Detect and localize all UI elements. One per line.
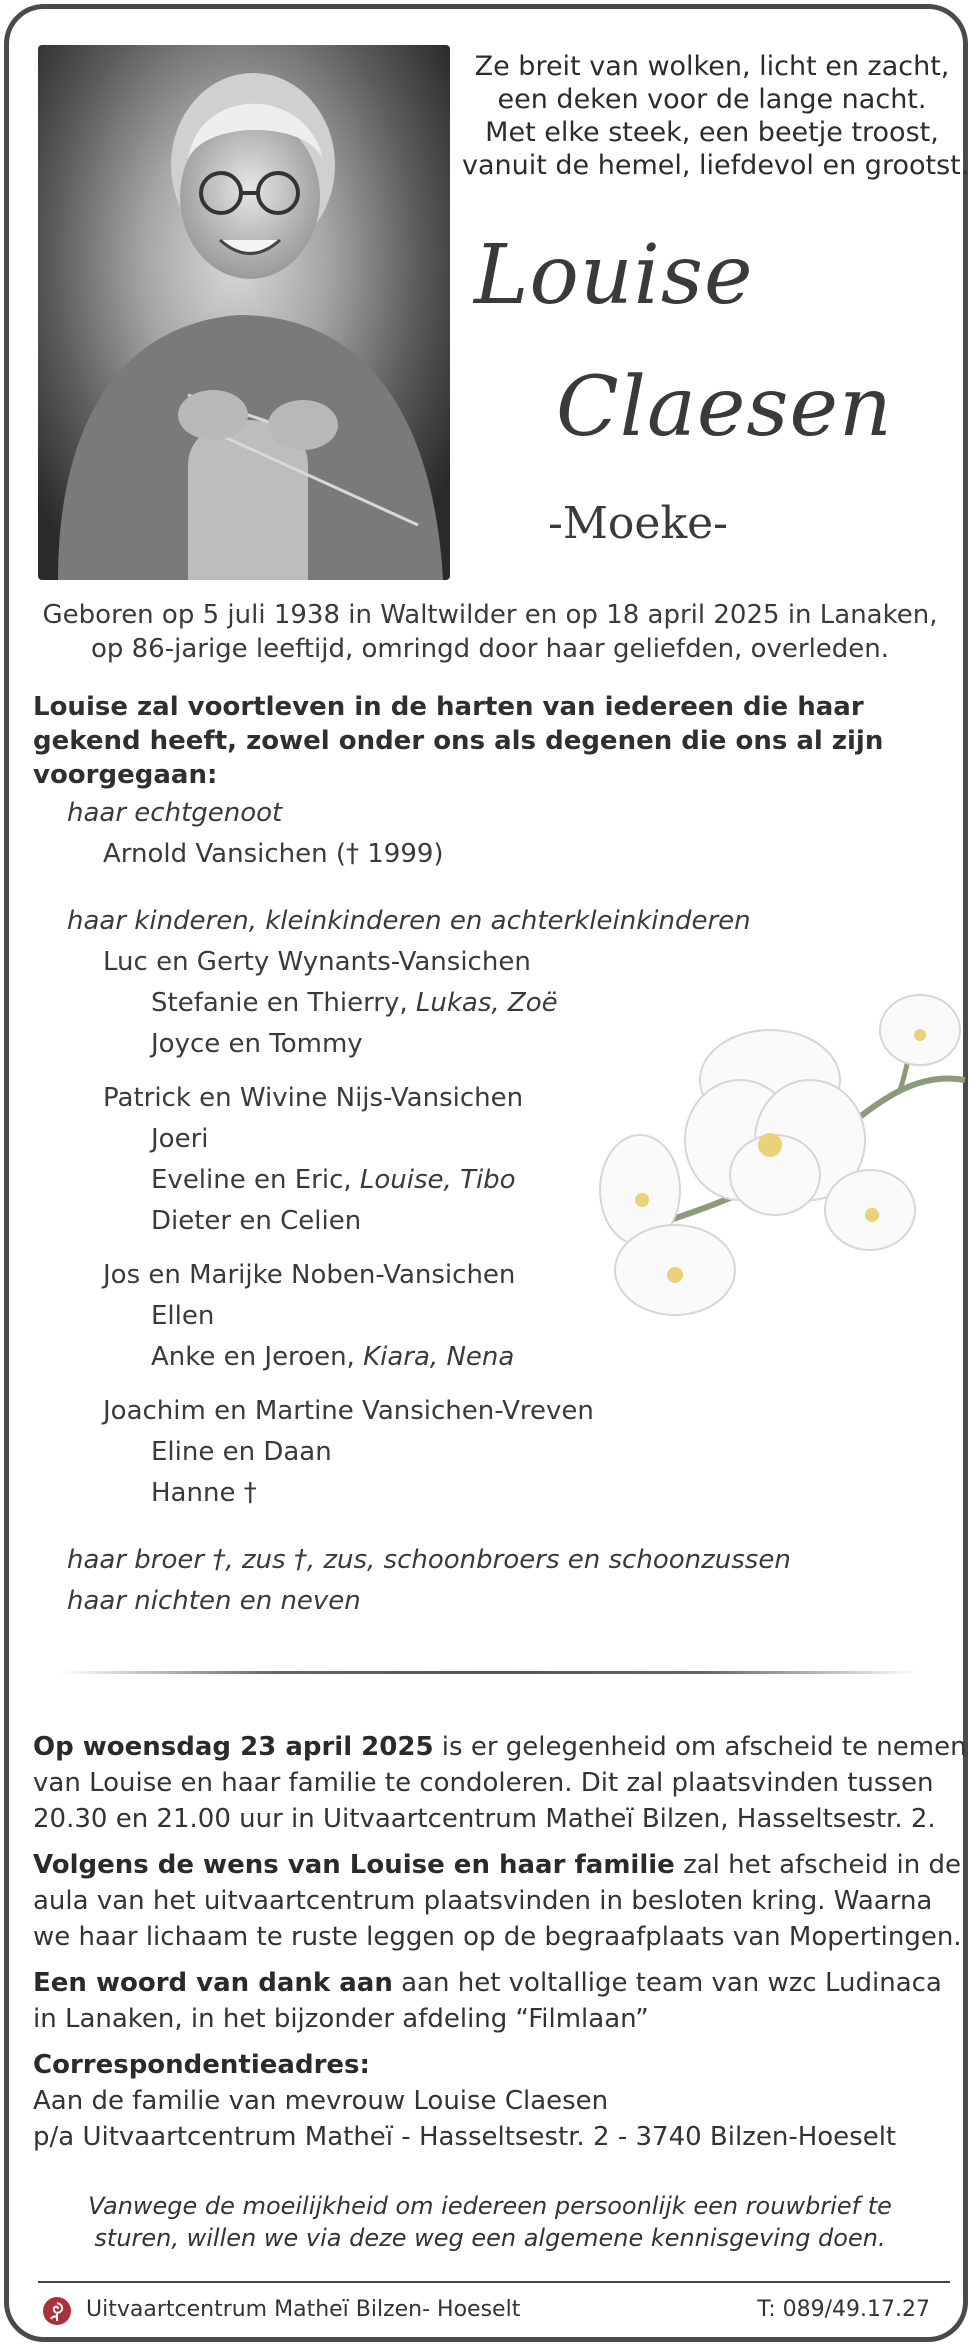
portrait-photo (38, 45, 450, 580)
note-line: sturen, willen we via deze weg een algemene kennisgeving doen. (94, 2224, 886, 2252)
last-name: Claesen (556, 360, 893, 455)
thanks-paragraph: Een woord van dank aan aan het voltallige team van wzc Ludinaca in Lanaken, in het bijzonder afdeling “Filmlaan” (33, 1968, 942, 2034)
lead-statement: Louise zal voortleven in de harten van iedereen die haar gekend heeft, zowel onder ons als degenen die ons al zijn voorgegaan: (33, 692, 884, 790)
correspondence-label: Correspondentieadres: (33, 2050, 370, 2080)
branch-child: Anke en Jeroen, Kiara, Nena (151, 1342, 515, 1372)
correspondence-block (33, 2047, 968, 2155)
branch-child: Joyce en Tommy (151, 1029, 363, 1059)
born-line: op 86-jarige leeftijd, omringd door haar geliefden, overleden. (90, 634, 890, 664)
branch-child: Ellen (151, 1301, 215, 1331)
phone-number: T: 089/49.17.27 (757, 2297, 930, 2322)
visitation-paragraph: Op woensdag 23 april 2025 is er gelegenheid om afscheid te nemen van Louise en haar familie te condoleren. Dit zal plaatsvinden tussen 20.30 en 21.00 uur in Uitvaartcentrum Matheï Bilzen, Hasseltsestr. 2. (33, 1732, 967, 1834)
branch-parents: Luc en Gerty Wynants-Vansichen (103, 947, 531, 977)
born-line: Geboren op 5 juli 1938 in Waltwilder en op 18 april 2025 in Lanaken, (42, 600, 938, 630)
poem-line: vanuit de hemel, liefdevol en grootst. (462, 150, 970, 181)
spouse-label: haar echtgenoot (67, 798, 283, 828)
spouse-name: Arnold Vansichen († 1999) (103, 839, 444, 869)
children-label: haar kinderen, kleinkinderen en achterkleinkinderen (67, 906, 751, 936)
nickname: -Moeke- (548, 498, 729, 549)
funeral-paragraph: Volgens de wens van Louise en haar familie zal het afscheid in de aula van het uitvaartcentrum plaatsvinden in besloten kring. Waarna we haar lichaam te ruste leggen op de begraafplaats van Mopertingen. (33, 1850, 962, 1952)
branch-child: Dieter en Celien (151, 1206, 362, 1236)
first-name: Louise (474, 228, 754, 323)
birth-death-text (20, 598, 960, 666)
funeral-home-name: Uitvaartcentrum Matheï Bilzen- Hoeselt (86, 2297, 521, 2322)
branch-child: Eveline en Eric, Louise, Tibo (151, 1165, 516, 1195)
footer (38, 2290, 950, 2330)
correspondence-line: Aan de familie van mevrouw Louise Claesen (33, 2086, 609, 2116)
poem-line: Met elke steek, een beetje troost, (485, 117, 939, 148)
footer-divider (38, 2281, 950, 2283)
notice-note (20, 2190, 960, 2254)
orchid-flowers-image (580, 970, 970, 1350)
siblings-line: haar broer †, zus †, zus, schoonbroers en schoonzussen (67, 1545, 791, 1575)
poem (462, 50, 970, 182)
correspondence-line: p/a Uitvaartcentrum Matheï - Hasseltsestr. 2 - 3740 Bilzen-Hoeselt (33, 2122, 897, 2152)
rose-icon (42, 2296, 72, 2326)
branch-parents: Jos en Marijke Noben-Vansichen (103, 1260, 516, 1290)
branch-parents: Patrick en Wivine Nijs-Vansichen (103, 1083, 524, 1113)
note-line: Vanwege de moeilijkheid om iedereen persoonlijk een rouwbrief te (88, 2192, 892, 2220)
branch-parents: Joachim en Martine Vansichen-Vreven (103, 1396, 594, 1426)
ceremony-info (33, 1729, 968, 2155)
branch-child: Eline en Daan (151, 1437, 332, 1467)
branch-child: Stefanie en Thierry, Lukas, Zoë (151, 988, 558, 1018)
poem-line: Ze breit van wolken, licht en zacht, (474, 51, 950, 82)
section-divider (60, 1671, 920, 1674)
branch-child: Joeri (151, 1124, 209, 1154)
knitting-woman-image (38, 45, 450, 580)
cousins-line: haar nichten en neven (67, 1586, 361, 1616)
branch-child: Hanne † (151, 1478, 257, 1508)
poem-line: een deken voor de lange nacht. (497, 84, 927, 115)
